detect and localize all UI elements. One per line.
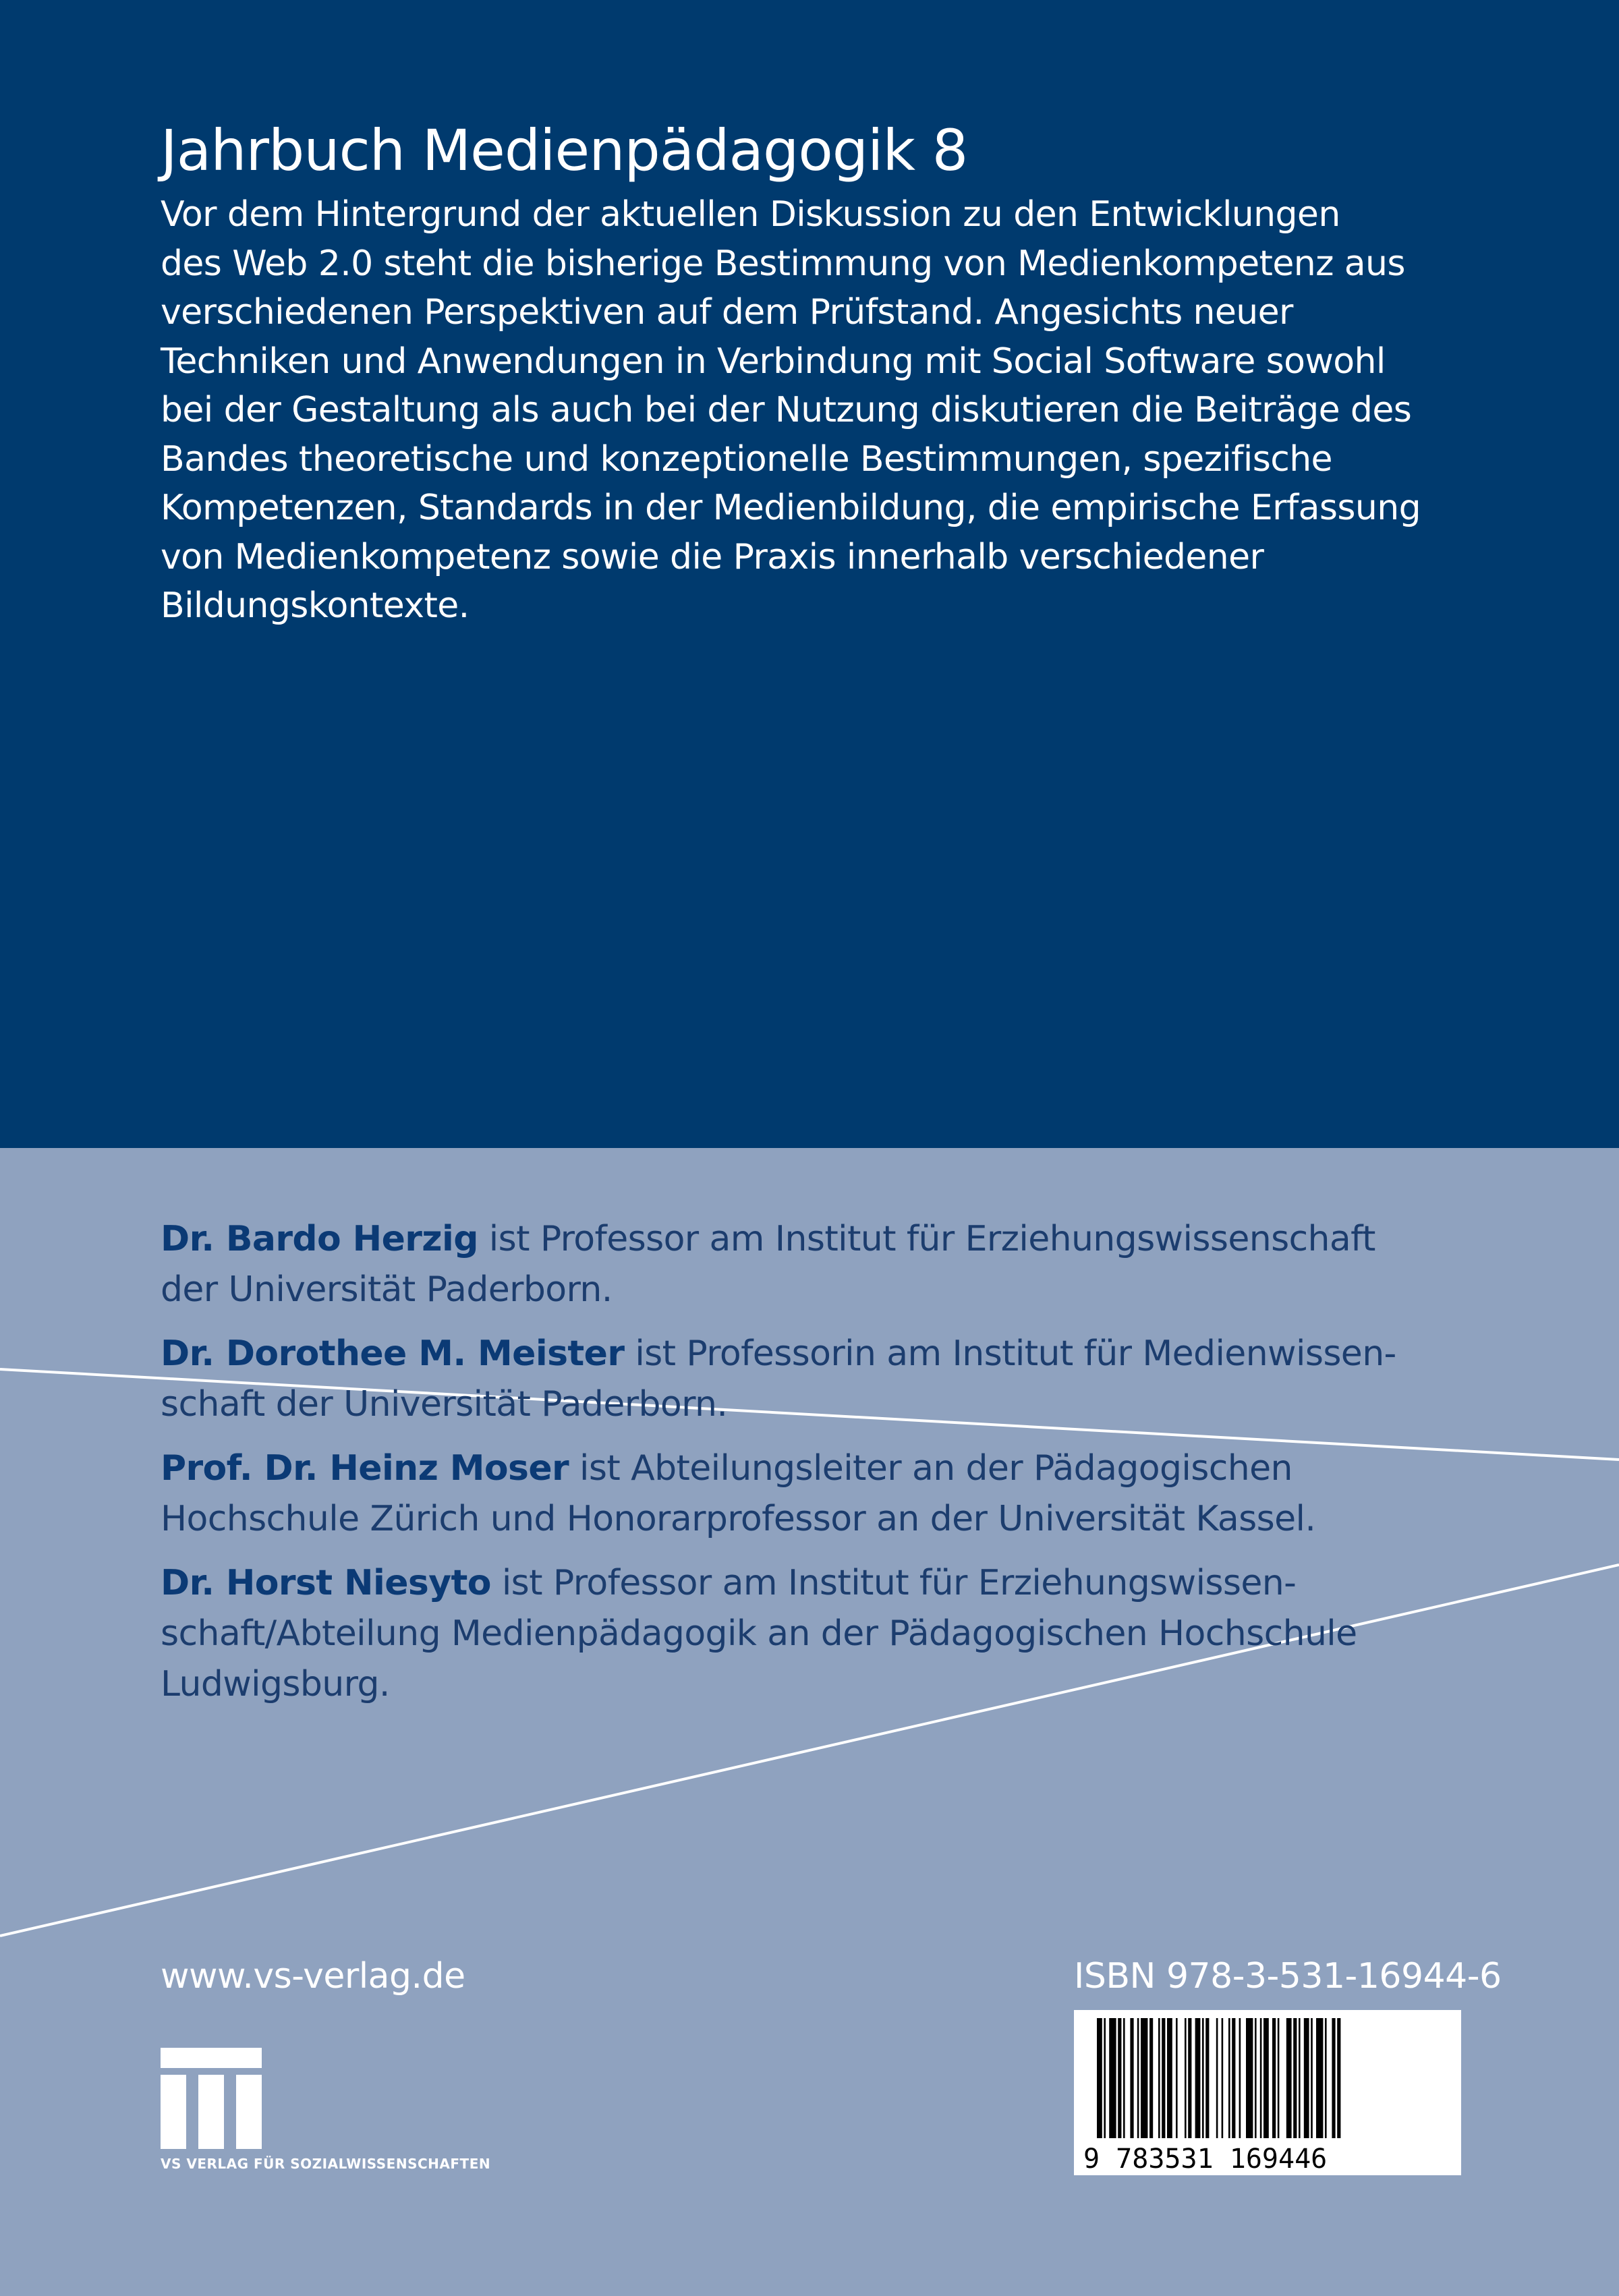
author-description-line: Ludwigsburg. xyxy=(161,1664,390,1704)
barcode-bar xyxy=(1272,2018,1276,2138)
barcode-bar xyxy=(1205,2018,1209,2138)
blurb-line: Vor dem Hintergrund der aktuellen Diskussion zu den Entwicklungen xyxy=(161,194,1340,235)
blurb-line: bei der Gestaltung als auch bei der Nutzung diskutieren die Beiträge des xyxy=(161,390,1412,430)
barcode-digits: 9 783531 169446 xyxy=(1083,2144,1328,2175)
barcode-bar xyxy=(1097,2018,1102,2138)
barcode-bar xyxy=(1123,2018,1125,2138)
barcode-bar xyxy=(1337,2018,1340,2138)
barcode-bar xyxy=(1104,2018,1106,2138)
barcode-bar xyxy=(1158,2018,1160,2138)
barcode-bar xyxy=(1325,2018,1327,2138)
barcode-bar xyxy=(1141,2018,1147,2138)
author-bio xyxy=(161,1443,1510,1545)
barcode-bar xyxy=(1188,2018,1191,2138)
author-description-line: schaft der Universität Paderborn. xyxy=(161,1384,728,1425)
author-name: Dr. Horst Niesyto xyxy=(161,1563,491,1603)
barcode-bar xyxy=(1286,2018,1292,2138)
barcode-bar xyxy=(1149,2018,1153,2138)
author-description-line: schaft/Abteilung Medienpädagogik an der Pädagogischen Hochschule xyxy=(161,1613,1357,1654)
barcode-bar xyxy=(1316,2018,1323,2138)
barcode-bar xyxy=(1167,2018,1172,2138)
blurb-line: des Web 2.0 steht die bisherige Bestimmung von Medienkompetenz aus xyxy=(161,243,1405,284)
blurb-line: Bildungskontexte. xyxy=(161,585,470,626)
author-name: Prof. Dr. Heinz Moser xyxy=(161,1448,569,1489)
barcode-bar xyxy=(1299,2018,1301,2138)
barcode-bars xyxy=(1074,2010,1461,2175)
barcode-bar xyxy=(1118,2018,1121,2138)
barcode-bar xyxy=(1232,2018,1235,2138)
barcode-bar xyxy=(1332,2018,1335,2138)
publisher-logo-icon xyxy=(161,2048,262,2149)
barcode-bar xyxy=(1246,2018,1253,2138)
author-name: Dr. Dorothee M. Meister xyxy=(161,1333,625,1374)
barcode xyxy=(1074,2010,1461,2175)
barcode-bar xyxy=(1195,2018,1201,2138)
publisher-url[interactable]: www.vs-verlag.de xyxy=(161,1956,465,1997)
barcode-bar xyxy=(1216,2018,1218,2138)
barcode-bar xyxy=(1109,2018,1116,2138)
blurb-line: Kompetenzen, Standards in der Medienbildung, die empirische Erfassung xyxy=(161,488,1421,528)
barcode-bar xyxy=(1222,2018,1224,2138)
barcode-bar xyxy=(1162,2018,1165,2138)
barcode-bar xyxy=(1176,2018,1178,2138)
author-bio xyxy=(161,1558,1510,1710)
barcode-bar xyxy=(1202,2018,1204,2138)
blurb-line: Techniken und Anwendungen in Verbindung mit Social Software sowohl xyxy=(161,341,1386,382)
publisher-name: VS VERLAG FÜR SOZIALWISSENSCHAFTEN xyxy=(161,2156,491,2172)
blurb-line: verschiedenen Perspektiven auf dem Prüfstand. Angesichts neuer xyxy=(161,292,1293,333)
book-title: Jahrbuch Medienpädagogik 8 xyxy=(161,117,968,184)
barcode-bar xyxy=(1137,2018,1139,2138)
author-bio xyxy=(161,1329,1510,1430)
blurb-line: von Medienkompetenz sowie die Praxis innerhalb verschiedener xyxy=(161,536,1264,577)
barcode-bar xyxy=(1255,2018,1257,2138)
barcode-bar xyxy=(1263,2018,1269,2138)
author-description-line: der Universität Paderborn. xyxy=(161,1269,613,1310)
barcode-bar xyxy=(1278,2018,1280,2138)
author-description-line: Hochschule Zürich und Honorarprofessor an der Universität Kassel. xyxy=(161,1499,1316,1539)
barcode-bar xyxy=(1260,2018,1262,2138)
author-description: ist Professorin am Institut für Medienwissen- xyxy=(624,1333,1396,1374)
author-description: ist Professor am Institut für Erziehungswissenschaft xyxy=(478,1219,1375,1259)
blurb-line: Bandes theoretische und konzeptionelle Bestimmungen, spezifische xyxy=(161,438,1332,480)
isbn-label: ISBN 978-3-531-16944-6 xyxy=(1074,1956,1502,1997)
barcode-bar xyxy=(1293,2018,1297,2138)
author-name: Dr. Bardo Herzig xyxy=(161,1219,478,1259)
barcode-bar xyxy=(1185,2018,1187,2138)
barcode-bar xyxy=(1228,2018,1230,2138)
blurb xyxy=(161,190,1496,631)
author-bios xyxy=(161,1214,1510,1723)
author-description: ist Abteilungsleiter an der Pädagogischen xyxy=(569,1448,1293,1489)
barcode-bar xyxy=(1130,2018,1133,2138)
barcode-bar xyxy=(1311,2018,1313,2138)
author-description: ist Professor am Institut für Erziehungswissen- xyxy=(490,1563,1297,1603)
barcode-bar xyxy=(1239,2018,1241,2138)
barcode-bar xyxy=(1304,2018,1309,2138)
author-bio xyxy=(161,1214,1510,1315)
